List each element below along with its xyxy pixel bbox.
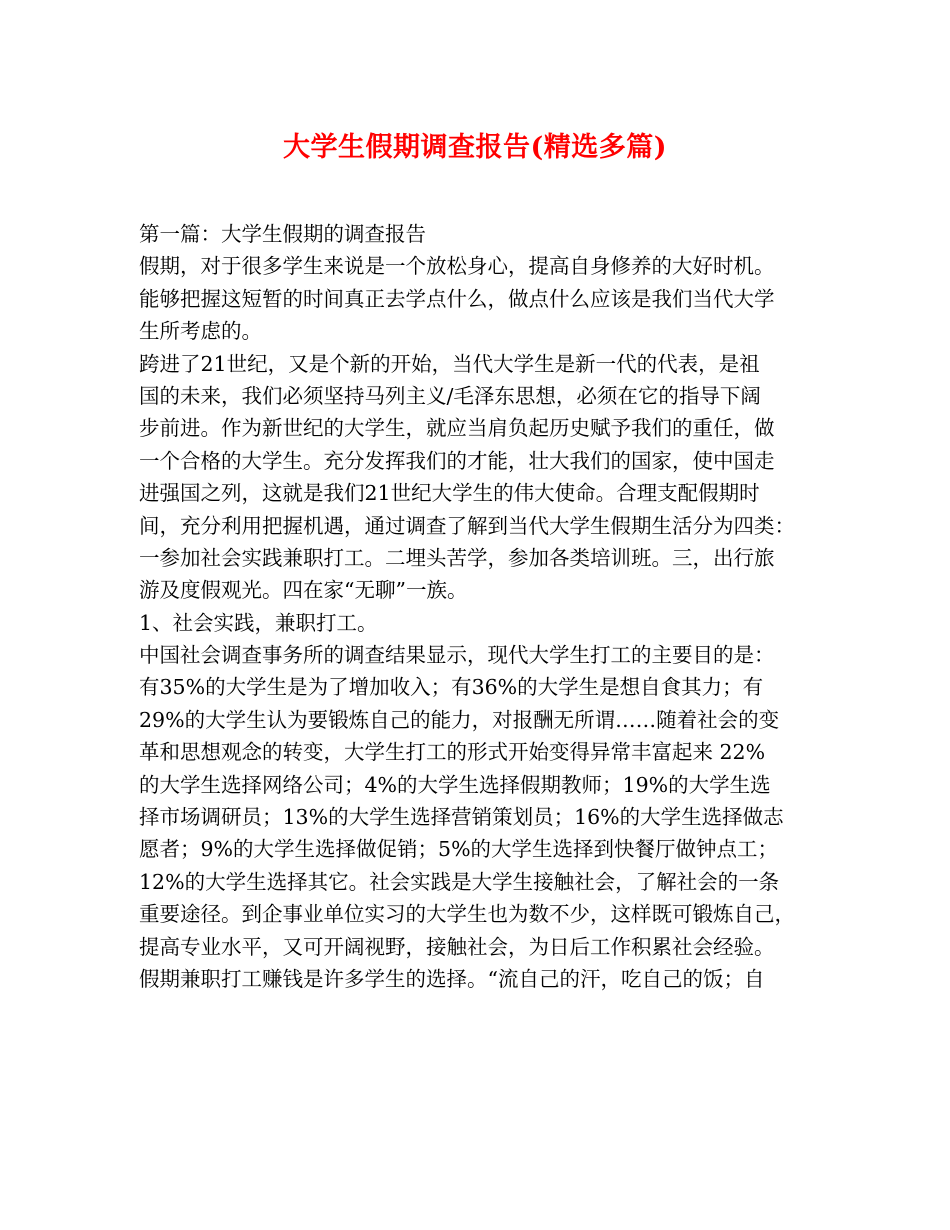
text-line: 29%的大学生认为要锻炼自己的能力，对报酬无所谓……随着社会的变 [139, 707, 780, 732]
text-line: 一参加社会实践兼职打工。二埋头苦学，参加各类培训班。三，出行旅 [139, 545, 775, 570]
text-line: 进强国之列，这就是我们21世纪大学生的伟大使命。合理支配假期时 [139, 481, 760, 506]
text-line: 中国社会调查事务所的调查结果显示，现代大学生打工的主要目的是： [139, 643, 775, 668]
text-line: 有35%的大学生是为了增加收入；有36%的大学生是想自食其力；有 [139, 675, 764, 700]
text-line: 假期，对于很多学生来说是一个放松身心，提高自身修养的大好时机。 [139, 254, 775, 279]
text-line: 1、社会实践，兼职打工。 [139, 610, 378, 635]
text-line: 愿者；9%的大学生选择做促销；5%的大学生选择到快餐厅做钟点工； [139, 837, 779, 862]
text-line: 间，充分利用把握机遇，通过调查了解到当代大学生假期生活分为四类： [139, 513, 795, 538]
text-line: 重要途径。到企事业单位实习的大学生也为数不少，这样既可锻炼自己， [139, 902, 795, 927]
text-line: 的大学生选择网络公司；4%的大学生选择假期教师；19%的大学生选 [139, 772, 771, 797]
document-body [139, 218, 819, 995]
text-line: 革和思想观念的转变，大学生打工的形式开始变得异常丰富起来 22% [139, 740, 766, 765]
text-line: 国的未来，我们必须坚持马列主义/毛泽东思想，必须在它的指导下阔 [139, 383, 761, 408]
text-line: 一个合格的大学生。充分发挥我们的才能，壮大我们的国家，使中国走 [139, 448, 775, 473]
text-line: 能够把握这短暂的时间真正去学点什么，做点什么应该是我们当代大学 [139, 286, 775, 311]
text-line: 12%的大学生选择其它。社会实践是大学生接触社会，了解社会的一条 [139, 869, 780, 894]
text-line: 跨进了21世纪，又是个新的开始，当代大学生是新一代的代表，是祖 [139, 351, 760, 376]
document-title: 大学生假期调查报告(精选多篇) [282, 132, 668, 163]
text-line: 步前进。作为新世纪的大学生，就应当肩负起历史赋予我们的重任，做 [139, 416, 775, 441]
text-line: 假期兼职打工赚钱是许多学生的选择。“流自己的汗，吃自己的饭；自 [139, 966, 765, 991]
text-line: 择市场调研员；13%的大学生选择营销策划员；16%的大学生选择做志 [139, 805, 784, 830]
text-line: 游及度假观光。四在家“无聊”一族。 [139, 578, 468, 603]
text-line: 提高专业水平，又可开阔视野，接触社会，为日后工作积累社会经验。 [139, 934, 775, 959]
text-line: 生所考虑的。 [139, 319, 262, 344]
text-line: 第一篇：大学生假期的调查报告 [139, 222, 426, 246]
